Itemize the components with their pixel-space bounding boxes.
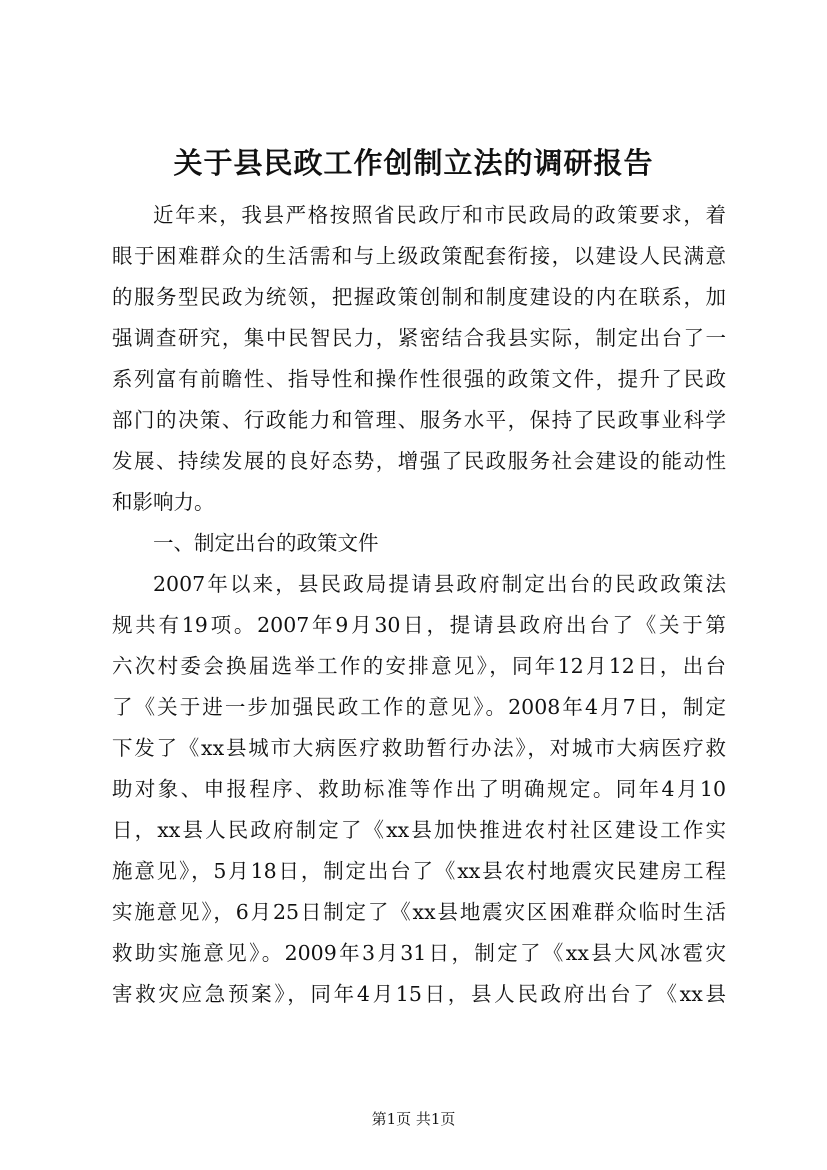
paragraph-line: 了《关于进一步加强民政工作的意见》。2008年4月7日，制定 xyxy=(112,695,726,719)
paragraph-line: 日，xx县人民政府制定了《xx县加快推进农村社区建设工作实 xyxy=(112,818,726,842)
paragraph-line: 近年来，我县严格按照省民政厅和市民政局的政策要求，着 xyxy=(153,203,726,227)
paragraph-line: 规共有19项。2007年9月30日，提请县政府出台了《关于第 xyxy=(112,613,726,637)
paragraph-line: 害救灾应急预案》，同年4月15日，县人民政府出台了《xx县 xyxy=(112,982,726,1006)
paragraph-line: 眼于困难群众的生活需和与上级政策配套衔接，以建设人民满意 xyxy=(112,244,726,268)
paragraph-line: 发展、持续发展的良好态势，增强了民政服务社会建设的能动性 xyxy=(112,449,726,473)
page-footer: 第1页 共1页 xyxy=(371,1110,456,1128)
document-title: 关于县民政工作创制立法的调研报告 xyxy=(173,146,654,180)
paragraph-line: 部门的决策、行政能力和管理、服务水平，保持了民政事业科学 xyxy=(112,408,726,432)
paragraph-line: 和影响力。 xyxy=(112,490,215,514)
paragraph-line: 强调查研究，集中民智民力，紧密结合我县实际，制定出台了一 xyxy=(112,326,726,350)
paragraph-line: 系列富有前瞻性、指导性和操作性很强的政策文件，提升了民政 xyxy=(112,367,726,391)
section-heading: 一、制定出台的政策文件 xyxy=(153,531,379,555)
paragraph-line: 下发了《xx县城市大病医疗救助暂行办法》，对城市大病医疗救 xyxy=(112,736,726,760)
paragraph-line: 实施意见》，6月25日制定了《xx县地震灾区困难群众临时生活 xyxy=(112,900,726,924)
paragraph-line: 救助实施意见》。2009年3月31日，制定了《xx县大风冰雹灾 xyxy=(112,941,726,965)
paragraph-line: 的服务型民政为统领，把握政策创制和制度建设的内在联系，加 xyxy=(112,285,726,309)
paragraph-line: 助对象、申报程序、救助标准等作出了明确规定。同年4月10 xyxy=(112,777,726,801)
document-body xyxy=(112,195,726,1015)
paragraph-line: 施意见》，5月18日，制定出台了《xx县农村地震灾民建房工程 xyxy=(112,859,726,883)
paragraph-line: 2007年以来，县民政局提请县政府制定出台的民政政策法 xyxy=(153,572,726,596)
paragraph-line: 六次村委会换届选举工作的安排意见》，同年12月12日，出台 xyxy=(112,654,726,678)
